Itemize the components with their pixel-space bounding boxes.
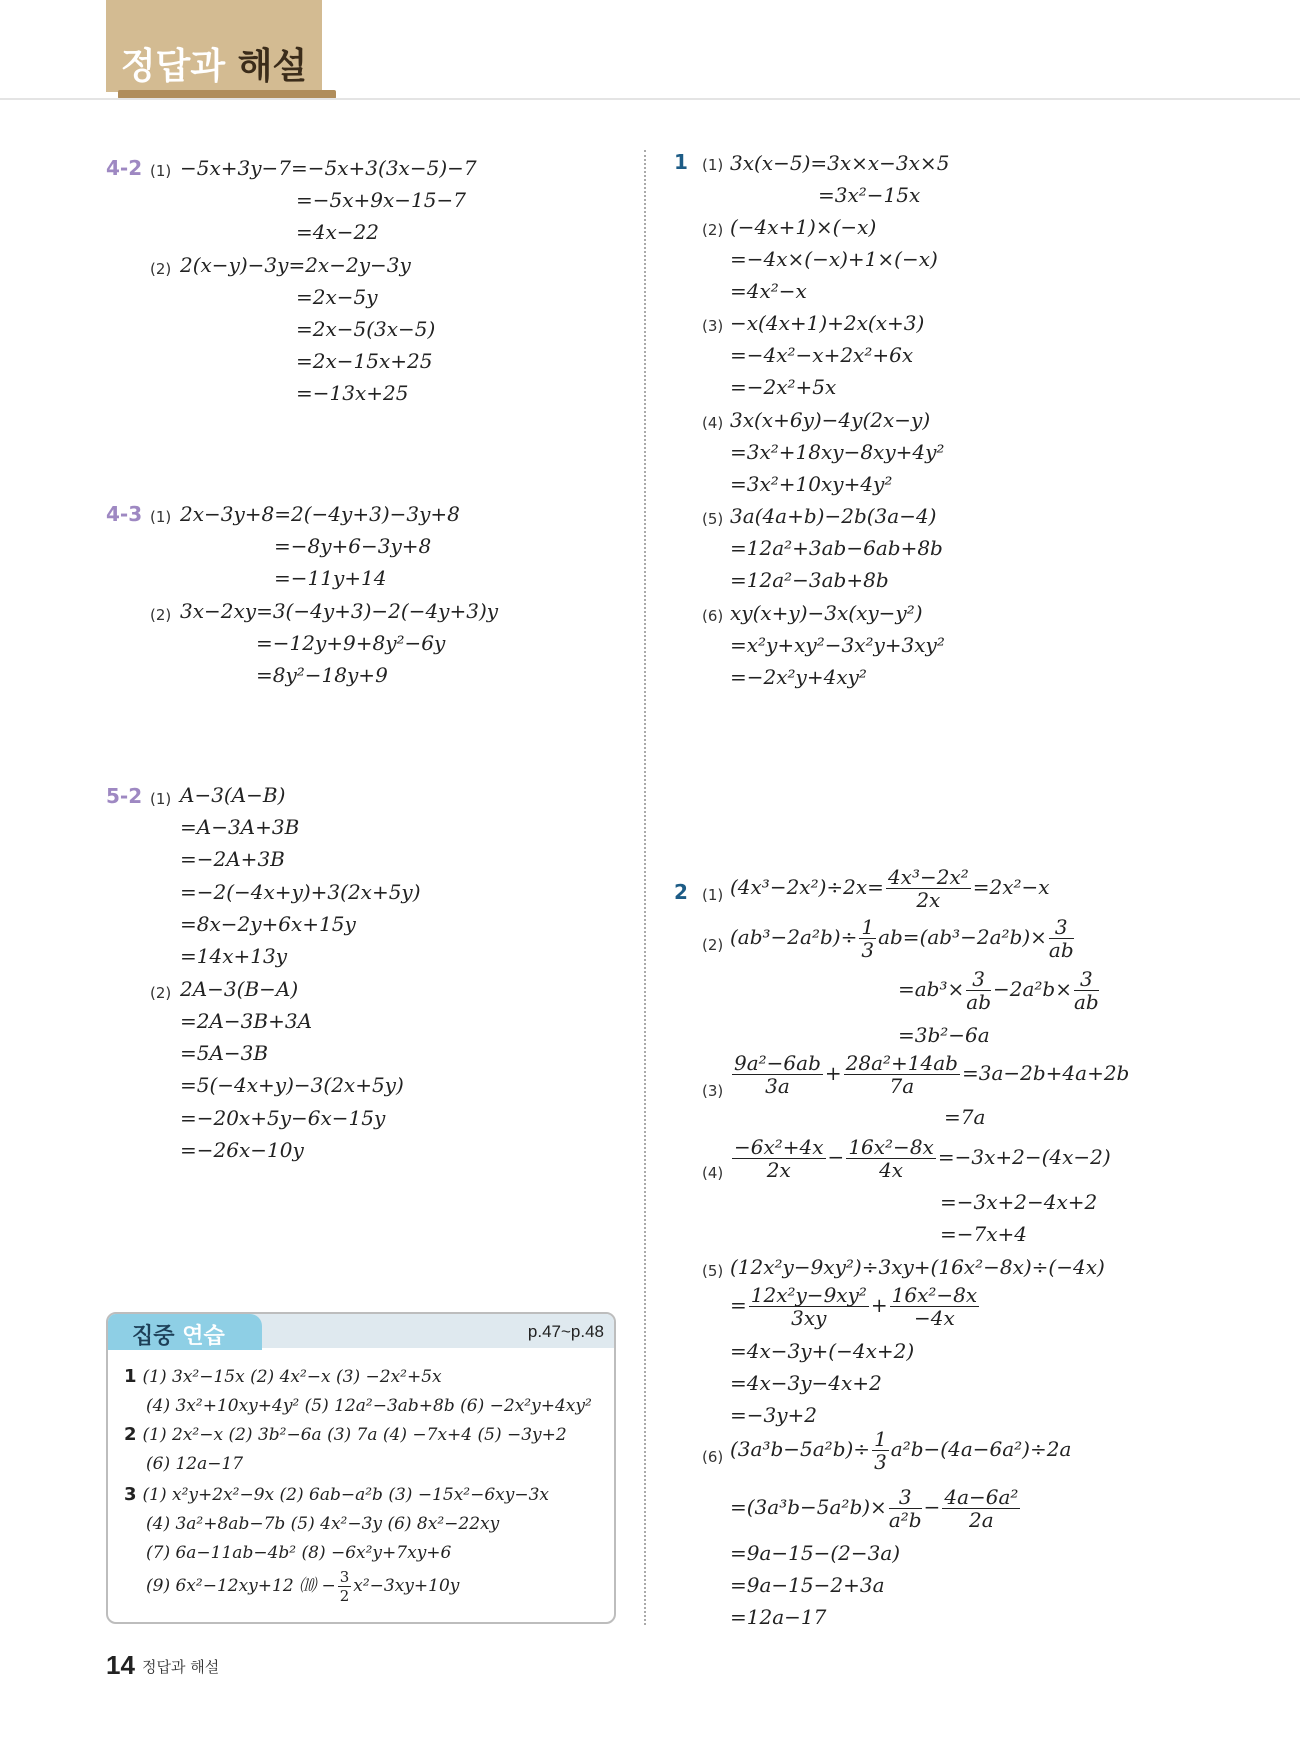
- denominator: 3: [861, 938, 875, 962]
- math-line: [730, 1136, 1111, 1181]
- denominator: a²b: [888, 1508, 922, 1532]
- math-line: =−4x²−x+2x²+6x: [730, 343, 914, 367]
- fraction: [846, 1136, 936, 1181]
- sub-label: (2): [702, 936, 724, 954]
- problem-tag-4-2: 4-2: [106, 156, 143, 180]
- expr-part: =(3a³b−5a²b)×: [730, 1495, 887, 1519]
- math-line: =4x−22: [296, 220, 379, 244]
- math-line: =8x−2y+6x+15y: [180, 912, 356, 936]
- fraction: [844, 1052, 960, 1097]
- answer-number: 3: [124, 1484, 137, 1505]
- denominator: −4x: [914, 1306, 955, 1330]
- math-line: 3a(4a+b)−2b(3a−4): [730, 504, 937, 528]
- numerator: 3: [1074, 968, 1099, 991]
- fraction: [749, 1284, 869, 1329]
- numerator: 9a²−6ab: [734, 1051, 821, 1075]
- operator: +: [870, 1293, 888, 1317]
- sub-label: (5): [702, 510, 724, 528]
- sub-label: (2): [702, 221, 724, 239]
- answer-text: (6) 12a−17: [146, 1454, 244, 1474]
- math-line: 3x(x+6y)−4y(2x−y): [730, 408, 931, 432]
- math-line: =5(−4x+y)−3(2x+5y): [180, 1073, 404, 1097]
- footer-label: 정답과 해설: [142, 1658, 220, 1676]
- fraction: [1074, 968, 1099, 1013]
- numerator: 3: [889, 1486, 922, 1509]
- math-line: =7a: [944, 1105, 986, 1129]
- sub-label: (5): [702, 1262, 724, 1280]
- title-part-a: 집중: [132, 1324, 175, 1349]
- math-line: xy(x+y)−3x(xy−y²): [730, 601, 923, 625]
- page-title: [106, 38, 322, 89]
- sub-label: (1): [150, 508, 172, 526]
- math-line: =4x−3y+(−4x+2): [730, 1339, 915, 1363]
- denominator: 3xy: [791, 1306, 827, 1330]
- answer-text: (1) x²y+2x²−9x (2) 6ab−a²b (3) −15x²−6xy−3x: [142, 1485, 549, 1505]
- math-line: [730, 916, 1076, 961]
- math-line: =8y²−18y+9: [256, 663, 388, 687]
- math-line: =−26x−10y: [180, 1138, 304, 1162]
- practice-title: [132, 1319, 225, 1350]
- math-line: 2A−3(B−A): [180, 977, 299, 1001]
- math-line: [898, 968, 1101, 1013]
- math-line: =2A−3B+3A: [180, 1009, 313, 1033]
- problem-tag-2: 2: [674, 880, 688, 904]
- math-line: =12a²+3ab−6ab+8b: [730, 536, 943, 560]
- math-line: 2x−3y+8=2(−4y+3)−3y+8: [180, 502, 460, 526]
- math-line: =−3x+2−4x+2: [940, 1190, 1098, 1214]
- sub-label: (1): [150, 790, 172, 808]
- expr-part: −2a²b×: [993, 977, 1072, 1001]
- numerator: 3: [339, 1568, 350, 1586]
- expr-part: ab=(ab³−2a²b)×: [878, 925, 1047, 949]
- math-line: =−4x×(−x)+1×(−x): [730, 247, 938, 271]
- fraction: [859, 916, 876, 961]
- denominator: 2: [339, 1587, 350, 1605]
- answer-row: [146, 1513, 499, 1535]
- sub-label: (4): [702, 414, 724, 432]
- answer-row: [146, 1568, 459, 1605]
- problem-tag-5-2: 5-2: [106, 784, 143, 808]
- denominator: 2x: [766, 1158, 791, 1182]
- problem-tag-1: 1: [674, 150, 688, 174]
- fraction: [1049, 916, 1074, 961]
- math-line: =−3y+2: [730, 1403, 818, 1427]
- title-part-b: 해설: [237, 46, 308, 87]
- answer-text: (1) 3x²−15x (2) 4x²−x (3) −2x²+5x: [142, 1367, 442, 1387]
- practice-pages: p.47~p.48: [527, 1322, 604, 1341]
- math-line: [730, 1428, 1071, 1473]
- sub-label: (3): [702, 317, 724, 335]
- math-line: =−13x+25: [296, 381, 409, 405]
- sub-label: (4): [702, 1164, 724, 1182]
- fraction: [732, 1052, 823, 1097]
- denominator: 2x: [916, 888, 941, 912]
- math-line: =4x−3y−4x+2: [730, 1371, 882, 1395]
- denominator: ab: [1073, 990, 1099, 1014]
- sub-label: (6): [702, 607, 724, 625]
- math-line: 3x−2xy=3(−4y+3)−2(−4y+3)y: [180, 599, 499, 623]
- numerator: 3: [1049, 916, 1074, 939]
- sub-label: (1): [150, 162, 172, 180]
- math-line: =3x²+18xy−8xy+4y²: [730, 440, 945, 464]
- sub-label: (2): [150, 260, 172, 278]
- practice-box-tab: [108, 1314, 262, 1350]
- math-line: =14x+13y: [180, 944, 287, 968]
- answer-row: [146, 1542, 451, 1564]
- answer-number: 2: [124, 1424, 137, 1445]
- math-line: =x²y+xy²−3x²y+3xy²: [730, 633, 945, 657]
- sub-label: (3): [702, 1082, 724, 1100]
- math-line: (12x²y−9xy²)÷3xy+(16x²−8x)÷(−4x): [730, 1255, 1105, 1279]
- answer-row: [124, 1366, 442, 1388]
- math-line: =4x²−x: [730, 279, 807, 303]
- expr-part: (3a³b−5a²b)÷: [730, 1437, 871, 1461]
- operator: =: [730, 1293, 747, 1317]
- sub-label: (2): [150, 984, 172, 1002]
- math-line: =−12y+9+8y²−6y: [256, 631, 446, 655]
- expr-part: =−3x+2−(4x−2): [937, 1145, 1111, 1169]
- answer-text: (4) 3a²+8ab−7b (5) 4x²−3y (6) 8x²−22xy: [146, 1514, 500, 1534]
- math-line: =−5x+9x−15−7: [296, 188, 466, 212]
- answer-text: (7) 6a−11ab−4b² (8) −6x²y+7xy+6: [146, 1543, 452, 1563]
- sub-label: (6): [702, 1448, 724, 1466]
- expr-part: (ab³−2a²b)÷: [730, 925, 858, 949]
- fraction: [338, 1568, 352, 1605]
- title-part-b: 연습: [182, 1324, 225, 1349]
- denominator: 3a: [765, 1074, 790, 1098]
- denominator: 7a: [889, 1074, 915, 1098]
- fraction: [872, 1428, 889, 1473]
- math-line: =12a²−3ab+8b: [730, 568, 889, 592]
- expr-part: a²b−(4a−6a²)÷2a: [890, 1437, 1072, 1461]
- math-line: =3x²−15x: [818, 183, 921, 207]
- math-line: =−20x+5y−6x−15y: [180, 1106, 386, 1130]
- sub-label: (1): [702, 886, 724, 904]
- math-line: =−2x²y+4xy²: [730, 665, 867, 689]
- numerator: 3: [966, 968, 991, 991]
- numerator: 16x²−8x: [848, 1135, 934, 1159]
- numerator: 12x²y−9xy²: [750, 1283, 867, 1307]
- fraction: [732, 1136, 826, 1181]
- answer-row: [124, 1424, 567, 1446]
- denominator: 4x: [879, 1158, 904, 1182]
- column-divider: [644, 150, 646, 1625]
- numerator: −6x²+4x: [734, 1135, 824, 1159]
- answer-text: (4) 3x²+10xy+4y² (5) 12a²−3ab+8b (6) −2x²y+4xy²: [146, 1396, 592, 1416]
- expr-part: =ab³×: [898, 977, 965, 1001]
- answer-row: [146, 1453, 243, 1475]
- math-line: (−4x+1)×(−x): [730, 215, 877, 239]
- fraction: [886, 866, 971, 911]
- operator: +: [824, 1061, 842, 1085]
- denominator: 2a: [969, 1508, 994, 1532]
- denominator: ab: [966, 990, 991, 1014]
- denominator: 3: [874, 1450, 887, 1474]
- sub-label: (2): [150, 606, 172, 624]
- math-line: =9a−15−(2−3a): [730, 1541, 901, 1565]
- math-line: =9a−15−2+3a: [730, 1573, 885, 1597]
- math-line: A−3(A−B): [180, 783, 286, 807]
- math-line: =−11y+14: [274, 566, 387, 590]
- numerator: 16x²−8x: [891, 1283, 978, 1307]
- math-line: [730, 1284, 981, 1329]
- answer-text: (1) 2x²−x (2) 3b²−6a (3) 7a (4) −7x+4 (5) −3y+2: [142, 1425, 567, 1445]
- expr-part: =2x²−x: [972, 875, 1050, 899]
- numerator: 1: [861, 915, 875, 939]
- fraction: [889, 1486, 922, 1531]
- numerator: 1: [874, 1427, 887, 1451]
- math-line: =−2(−4x+y)+3(2x+5y): [180, 880, 421, 904]
- page-number: 14: [106, 1650, 135, 1680]
- math-line: [730, 1486, 1022, 1531]
- math-line: −x(4x+1)+2x(x+3): [730, 311, 925, 335]
- math-line: =12a−17: [730, 1605, 827, 1629]
- numerator: 4x³−2x²: [887, 865, 969, 889]
- header-tab: [106, 0, 322, 92]
- answer-row: [124, 1484, 549, 1506]
- math-line: =−2A+3B: [180, 847, 285, 871]
- answer-text: (9) 6x²−12xy+12 ⑽ −: [146, 1576, 336, 1596]
- answer-number: 1: [124, 1366, 137, 1387]
- expr-part: (4x³−2x²)÷2x=: [730, 875, 884, 899]
- math-line: −5x+3y−7=−5x+3(3x−5)−7: [180, 156, 477, 180]
- problem-tag-4-3: 4-3: [106, 502, 143, 526]
- fraction: [890, 1284, 980, 1329]
- math-line: =A−3A+3B: [180, 815, 300, 839]
- math-line: [730, 1052, 1129, 1097]
- sub-label: (1): [702, 156, 724, 174]
- practice-box: [106, 1312, 616, 1624]
- answer-row: [146, 1395, 592, 1417]
- expr-part: =3a−2b+4a+2b: [961, 1061, 1130, 1085]
- math-line: =2x−15x+25: [296, 349, 433, 373]
- fraction: [942, 1486, 1020, 1531]
- math-line: =−2x²+5x: [730, 375, 837, 399]
- title-part-a: 정답과: [120, 46, 226, 87]
- math-line: =3b²−6a: [898, 1023, 990, 1047]
- answer-text: x²−3xy+10y: [353, 1576, 460, 1596]
- math-line: =2x−5(3x−5): [296, 317, 436, 341]
- denominator: ab: [1048, 938, 1074, 962]
- math-line: 3x(x−5)=3x×x−3x×5: [730, 151, 950, 175]
- numerator: 28a²+14ab: [845, 1051, 958, 1075]
- math-line: =−8y+6−3y+8: [274, 534, 432, 558]
- math-line: 2(x−y)−3y=2x−2y−3y: [180, 253, 411, 277]
- math-line: =3x²+10xy+4y²: [730, 472, 893, 496]
- numerator: 4a−6a²: [944, 1485, 1019, 1509]
- operator: −: [923, 1495, 941, 1519]
- math-line: [730, 866, 1050, 911]
- math-line: =5A−3B: [180, 1041, 269, 1065]
- fraction: [966, 968, 991, 1013]
- operator: −: [827, 1145, 845, 1169]
- math-line: =2x−5y: [296, 285, 378, 309]
- math-line: =−7x+4: [940, 1222, 1028, 1246]
- header-line: [0, 98, 1300, 100]
